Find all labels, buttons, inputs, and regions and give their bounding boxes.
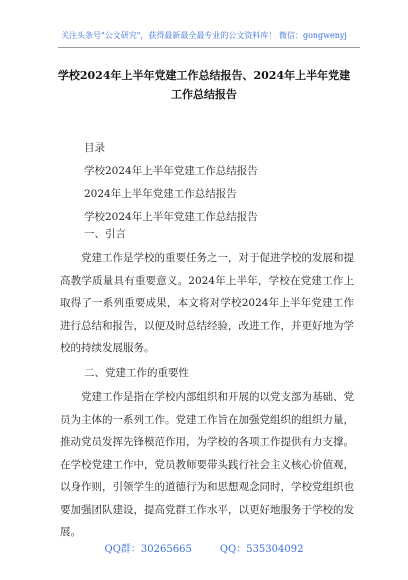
section-paragraph-introduction: 党建工作是学校的重要任务之一，对于促进学校的发展和提高教学质量具有重要意义。2024年上半年，学校在党建工作上取得了一系列重要成果，本文将对学校2024年上半年党建工作进行总结和报告，以便及时总结经验，改进工作，并更好地为学校的持续发展服务。 xyxy=(60,252,354,354)
section-paragraph-importance: 党建工作是指在学校内部组织和开展的以党支部为基础、党员为主体的一系列工作。党建工作旨在加强党组织的组织力量，推动党员发挥先锋模范作用，为学校的各项工作提供有力支撑。在学校党建工作中，党员教师要带头践行社会主义核心价值观，以身作则，引领学生的道德行为和思想观念同时，学校党组织也要加强团队建设，提高党群工作水平，以更好地服务于学校的发展。 xyxy=(60,391,354,538)
footer-qq-group: QQ群：30265665 xyxy=(104,544,192,555)
table-of-contents xyxy=(84,137,364,229)
document-title-line-1: 学校2024年上半年党建工作总结报告、2024年上半年党建 xyxy=(57,69,351,82)
footer-contact xyxy=(0,540,408,555)
toc-item-2: 2024年上半年党建工作总结报告 xyxy=(84,188,237,200)
header-notice: 关注头条号"公文研究"，获得最新最全最专业的公文资料库！ 微信：gongwenyj xyxy=(61,31,347,40)
toc-item-3: 学校2024年上半年党建工作总结报告 xyxy=(84,211,258,223)
header-divider xyxy=(58,47,360,48)
toc-item-1: 学校2024年上半年党建工作总结报告 xyxy=(84,165,258,177)
footer-qq: QQ：535304092 xyxy=(219,544,304,555)
section-heading-importance: 二、党建工作的重要性 xyxy=(84,367,189,379)
document-title xyxy=(40,66,368,104)
document-title-line-2: 工作总结报告 xyxy=(171,88,237,101)
toc-heading: 目录 xyxy=(84,142,105,154)
section-heading-introduction: 一、引言 xyxy=(84,228,126,240)
